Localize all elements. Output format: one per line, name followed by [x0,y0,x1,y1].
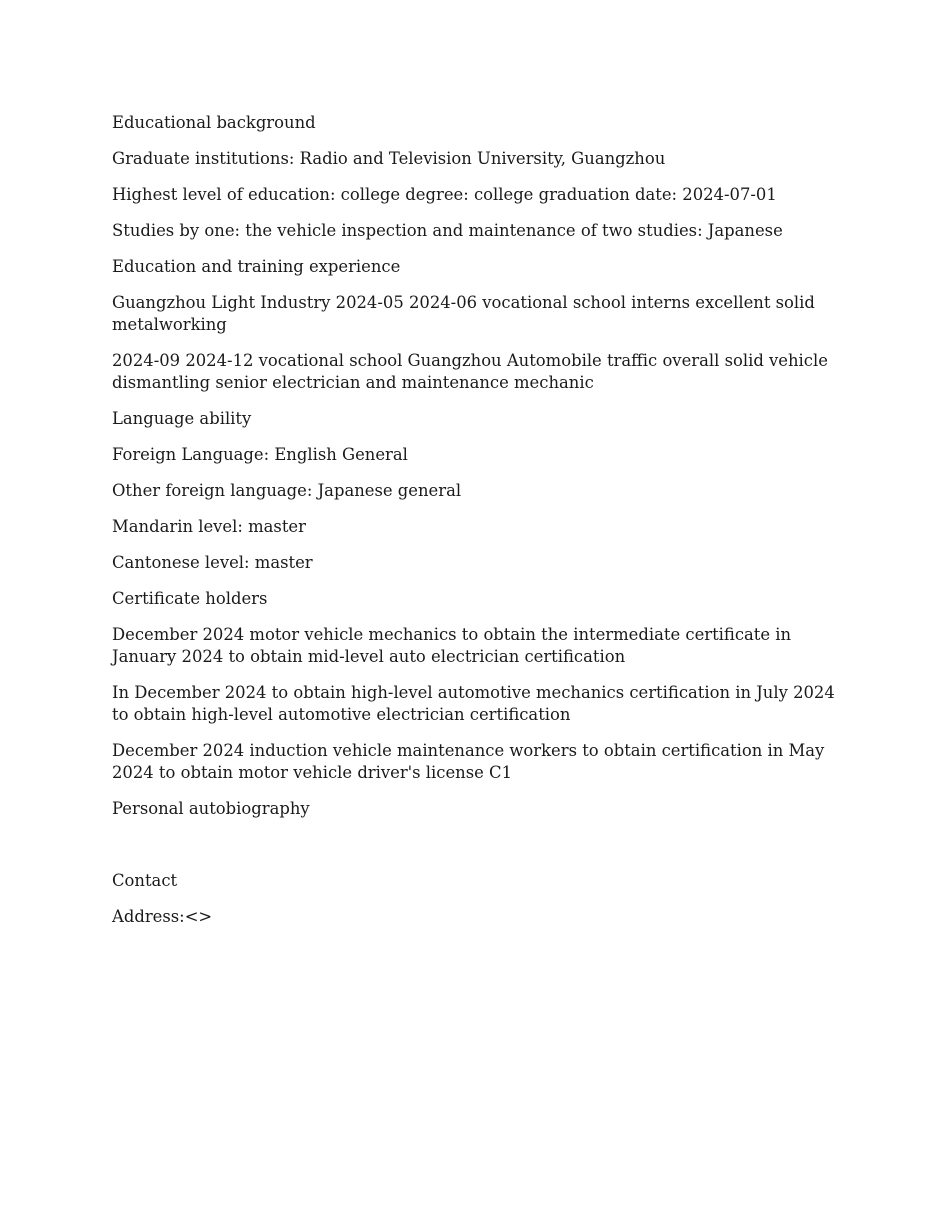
language-entry: Other foreign language: Japanese general [112,481,462,500]
certificate-entry: In December 2024 to obtain high-level automotive mechanics certification in July 2024 to obtain high-level automotive electrician certification [112,683,835,724]
certificate-heading: Certificate holders [112,589,268,608]
autobiography-heading: Personal autobiography [112,799,310,818]
certificate-entry: December 2024 induction vehicle maintenance workers to obtain certification in May 2024 to obtain motor vehicle driver's license C1 [112,741,825,782]
language-entry: Mandarin level: master [112,517,306,536]
language-entry: Cantonese level: master [112,553,313,572]
training-entry: Guangzhou Light Industry 2024-05 2024-06 vocational school interns excellent solid metalworking [112,293,815,334]
contact-heading: Contact [112,871,178,890]
empty-paragraph [112,834,840,856]
studies: Studies by one: the vehicle inspection and maintenance of two studies: Japanese [112,221,783,240]
education-heading: Educational background [112,113,316,132]
graduate-institution: Graduate institutions: Radio and Television University, Guangzhou [112,149,666,168]
training-entry: 2024-09 2024-12 vocational school Guangzhou Automobile traffic overall solid vehicle dismantling senior electrician and maintenance mechanic [112,351,828,392]
training-heading: Education and training experience [112,257,401,276]
certificate-entry: December 2024 motor vehicle mechanics to obtain the intermediate certificate in January 2024 to obtain mid-level auto electrician certification [112,625,792,666]
language-entry: Foreign Language: English General [112,445,408,464]
document-body [112,112,840,942]
address-line: Address:<> [112,907,213,926]
language-heading: Language ability [112,409,252,428]
highest-education: Highest level of education: college degree: college graduation date: 2024-07-01 [112,185,777,204]
